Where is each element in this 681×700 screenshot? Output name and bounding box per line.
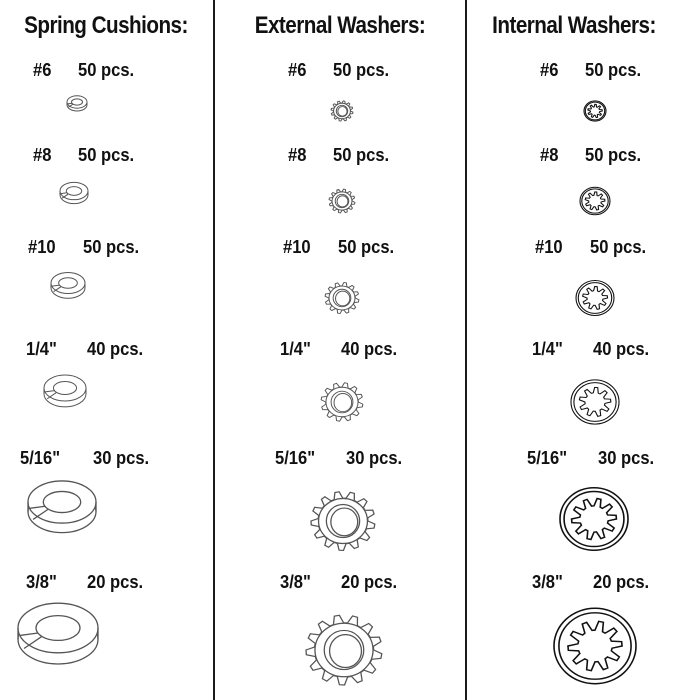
- column-heading: Internal Washers:: [492, 12, 656, 39]
- external-tooth-lock-washer-icon: [327, 96, 357, 126]
- size-label: 1/4": [280, 339, 311, 359]
- size-label: 5/16": [527, 448, 568, 468]
- external-washer-drawing: [317, 377, 367, 427]
- internal-tooth-lock-washer-icon: [567, 374, 623, 430]
- spring-washer-drawing: [14, 584, 102, 672]
- internal-tooth-lock-washer-icon: [576, 182, 614, 220]
- quantity-label: 40 pcs.: [593, 339, 650, 359]
- internal-tooth-lock-washer-icon: [580, 96, 610, 126]
- external-washer-drawing: [302, 608, 386, 692]
- size-label: 1/4": [532, 339, 563, 359]
- quantity-label: 20 pcs.: [87, 572, 144, 592]
- internal-washer-drawing: [580, 96, 610, 126]
- size-label: #10: [283, 237, 311, 257]
- spring-cushion-washer-icon: [56, 173, 92, 209]
- external-washer-drawing: [321, 277, 363, 319]
- external-tooth-lock-washer-icon: [325, 184, 359, 218]
- external-tooth-lock-washer-icon: [317, 377, 367, 427]
- size-label: #8: [288, 145, 307, 165]
- spring-cushion-washer-icon: [24, 464, 100, 540]
- quantity-label: 20 pcs.: [341, 572, 398, 592]
- size-label: 5/16": [275, 448, 316, 468]
- size-label: 1/4": [26, 339, 57, 359]
- size-label: #8: [33, 145, 52, 165]
- column-spring-cushions: [0, 0, 212, 700]
- column-internal-washers: [467, 0, 681, 700]
- quantity-label: 50 pcs.: [333, 60, 390, 80]
- internal-washer-drawing: [567, 374, 623, 430]
- size-label: 3/8": [280, 572, 311, 592]
- internal-washer-drawing: [550, 601, 640, 691]
- column-heading: Spring Cushions:: [24, 12, 188, 39]
- internal-washer-drawing: [576, 182, 614, 220]
- spring-cushion-washer-icon: [14, 584, 102, 672]
- spring-washer-drawing: [40, 363, 90, 413]
- spring-washer-drawing: [63, 88, 91, 116]
- quantity-label: 40 pcs.: [87, 339, 144, 359]
- internal-washer-drawing: [572, 275, 618, 321]
- external-tooth-lock-washer-icon: [302, 608, 386, 692]
- spring-cushion-washer-icon: [40, 363, 90, 413]
- size-label: #10: [28, 237, 56, 257]
- size-label: #10: [535, 237, 563, 257]
- spring-cushion-washer-icon: [63, 88, 91, 116]
- spring-washer-drawing: [24, 464, 100, 540]
- size-label: 3/8": [532, 572, 563, 592]
- quantity-label: 50 pcs.: [585, 145, 642, 165]
- spring-washer-drawing: [56, 173, 92, 209]
- quantity-label: 20 pcs.: [593, 572, 650, 592]
- internal-washer-drawing: [556, 481, 632, 557]
- size-label: #6: [288, 60, 307, 80]
- spring-cushion-washer-icon: [47, 262, 89, 304]
- quantity-label: 50 pcs.: [83, 237, 140, 257]
- column-heading: External Washers:: [254, 12, 426, 39]
- external-washer-drawing: [325, 184, 359, 218]
- quantity-label: 30 pcs.: [346, 448, 403, 468]
- size-label: #8: [540, 145, 559, 165]
- external-tooth-lock-washer-icon: [321, 277, 363, 319]
- quantity-label: 30 pcs.: [598, 448, 655, 468]
- external-washer-drawing: [327, 96, 357, 126]
- quantity-label: 50 pcs.: [590, 237, 647, 257]
- quantity-label: 50 pcs.: [338, 237, 395, 257]
- internal-tooth-lock-washer-icon: [556, 481, 632, 557]
- quantity-label: 30 pcs.: [93, 448, 150, 468]
- quantity-label: 50 pcs.: [585, 60, 642, 80]
- internal-tooth-lock-washer-icon: [550, 601, 640, 691]
- quantity-label: 40 pcs.: [341, 339, 398, 359]
- size-label: 5/16": [20, 448, 61, 468]
- column-external-washers: [215, 0, 465, 700]
- internal-tooth-lock-washer-icon: [572, 275, 618, 321]
- size-label: #6: [33, 60, 52, 80]
- size-label: #6: [540, 60, 559, 80]
- external-washer-drawing: [307, 485, 379, 557]
- spring-washer-drawing: [47, 262, 89, 304]
- quantity-label: 50 pcs.: [78, 145, 135, 165]
- quantity-label: 50 pcs.: [78, 60, 135, 80]
- size-label: 3/8": [26, 572, 57, 592]
- quantity-label: 50 pcs.: [333, 145, 390, 165]
- external-tooth-lock-washer-icon: [307, 485, 379, 557]
